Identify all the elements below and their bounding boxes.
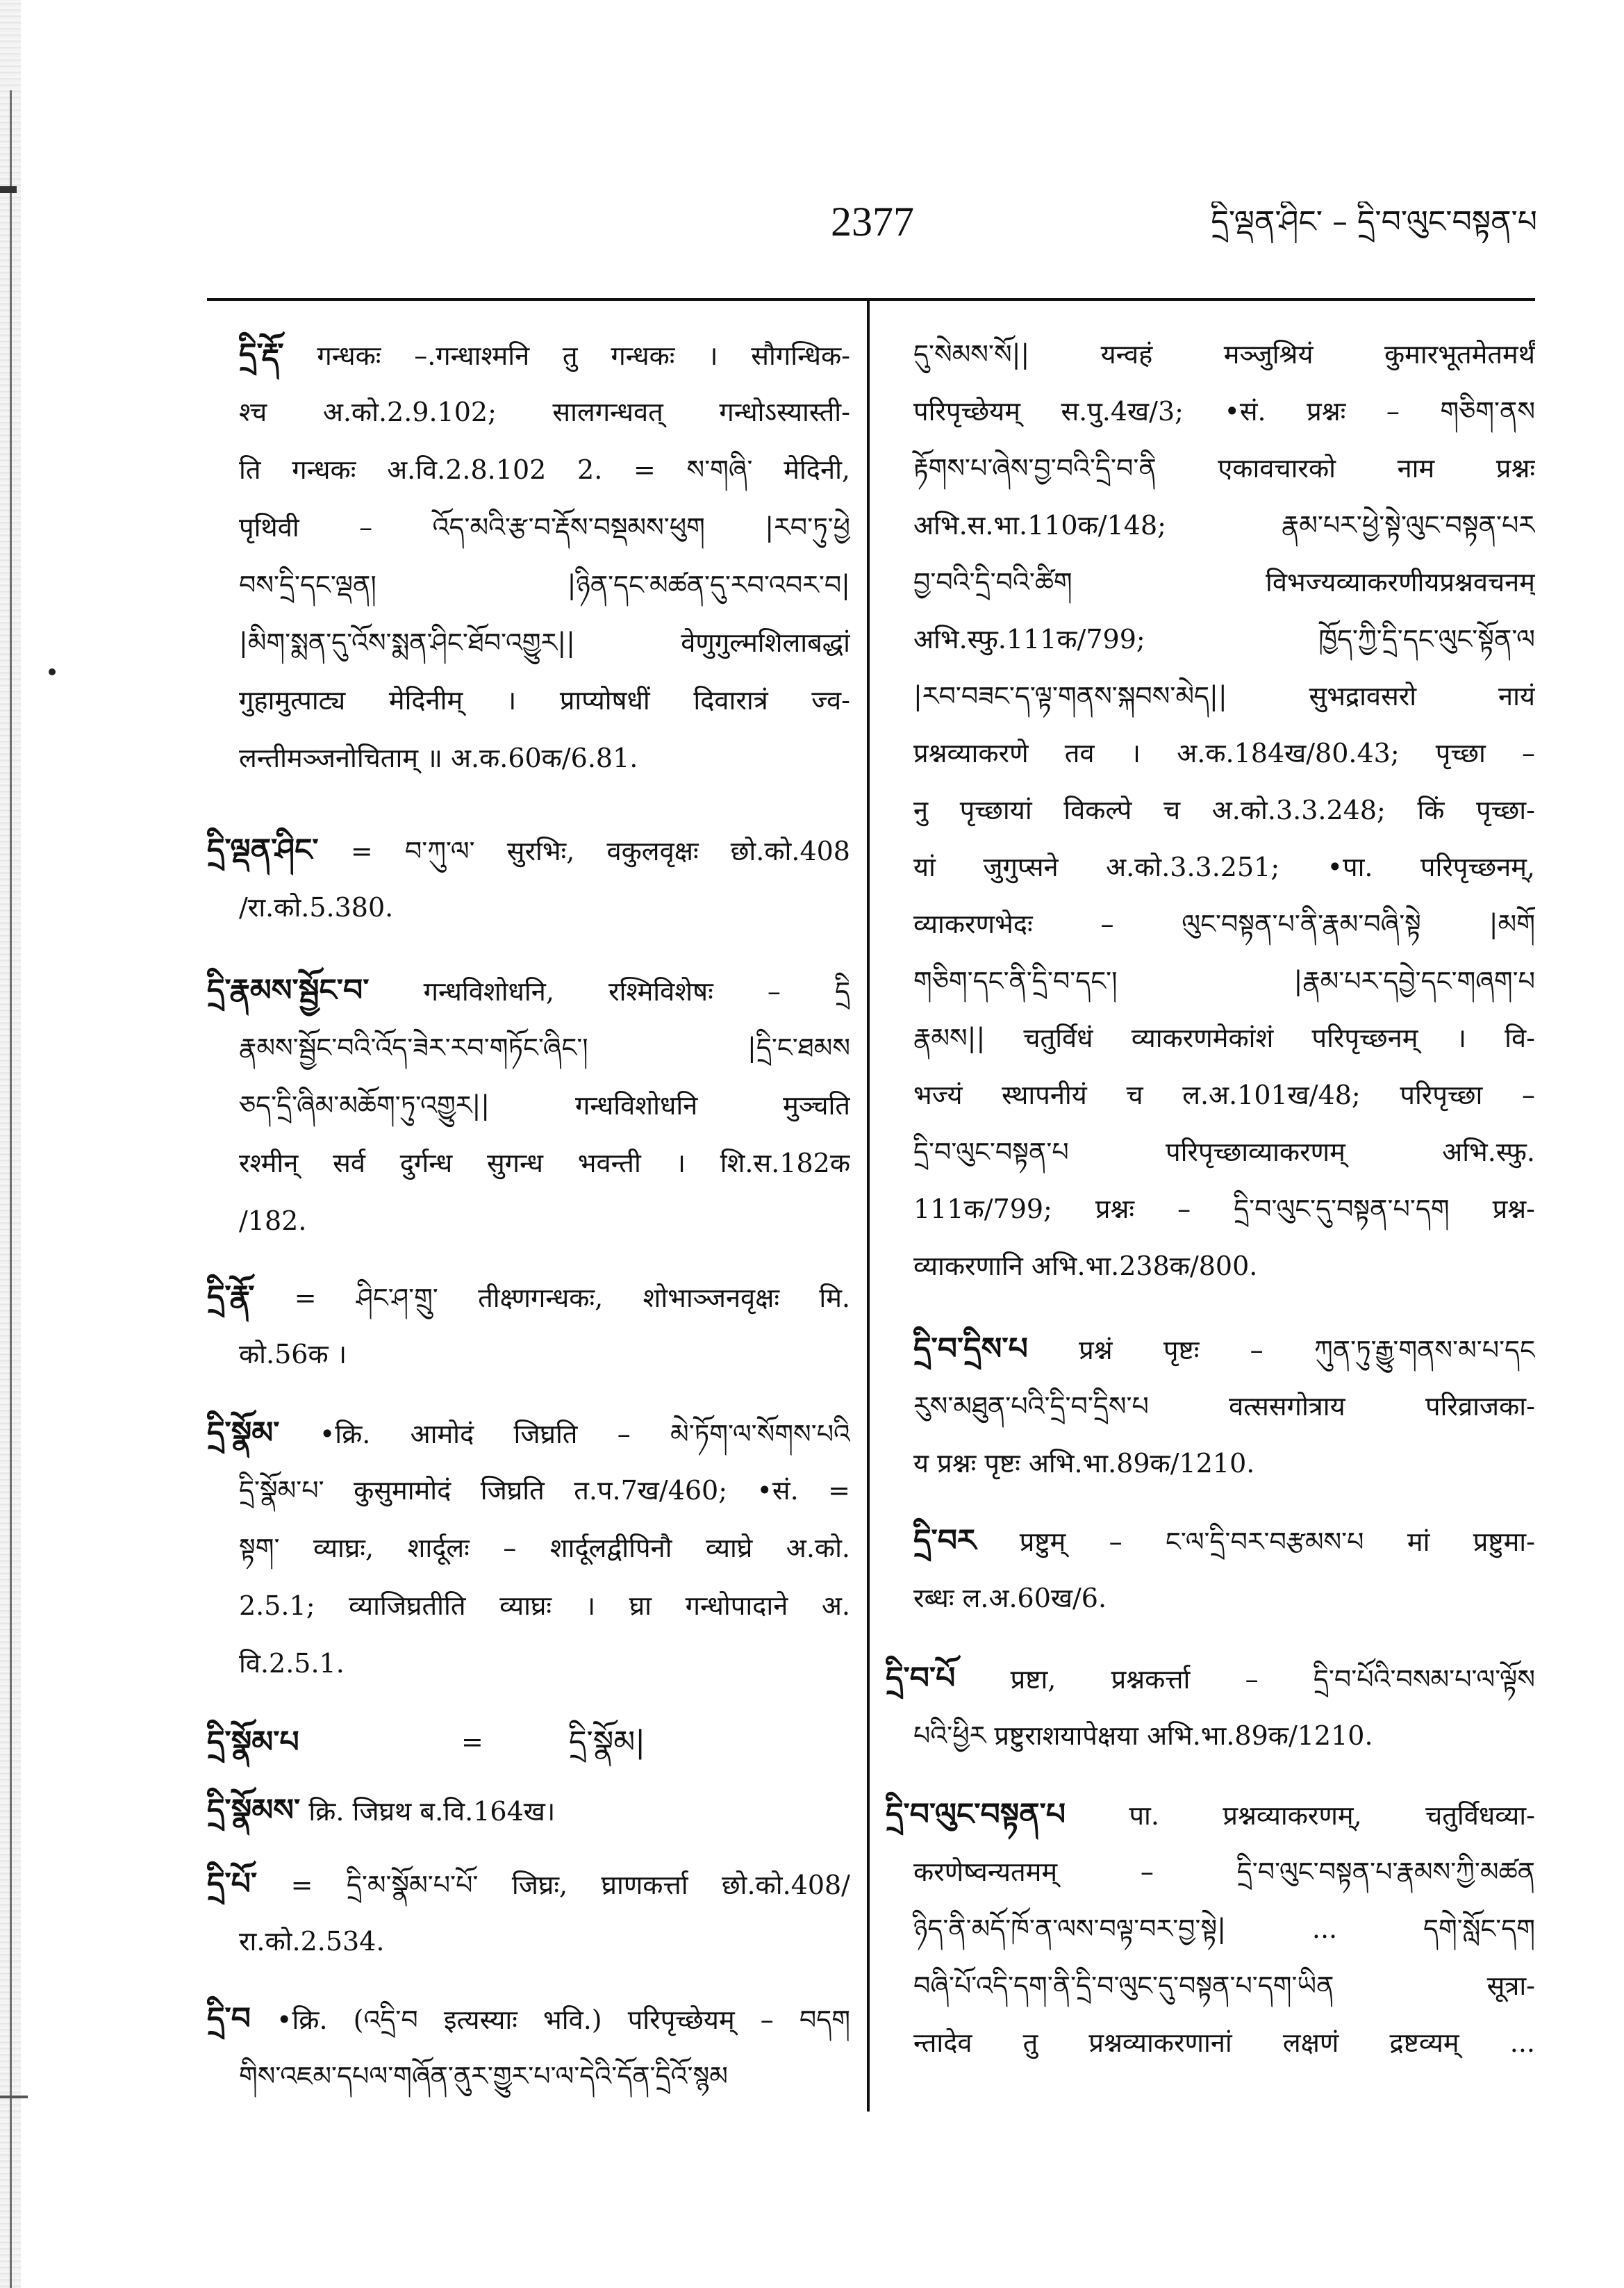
entry-text: प्रष्टा, प्रश्नकर्त्ता – དྲི་བ་པོའི་བསམ་པ་ལ་ལྟོས	[1010, 1664, 1535, 1695]
entry-text: प्रष्टुम् – ང་ལ་དྲི་བར་བརྩམས་པ मां प्रष्टुमा-	[1019, 1526, 1535, 1557]
headword: དྲི་རྣམས་སྦྱོང་བ་	[207, 973, 370, 1008]
headword: དྲི་བ་པོ	[886, 1661, 956, 1696]
text-line: དུ་སེམས་སོ|| यन्वहं मञ्जुश्रियं कुमारभूतमेतमर्थं	[913, 339, 1535, 370]
text-line: नु पृच्छायां विकल्पे च अ.को.3.3.248; किं पृच्छा-	[913, 795, 1535, 825]
headword: དྲི་བ་ལུང་བསྟན་པ	[886, 1797, 1066, 1832]
dictionary-entry	[886, 1650, 1535, 1764]
text-line: परिपृच्छेयम् स.पु.4ख/3; •सं. प्रश्नः – གཅིག་ནས	[913, 396, 1535, 427]
dictionary-entry	[207, 1404, 850, 1693]
entry-text: •क्रि. आमोदं जिघ्रति – མེ་ཏོག་ལ་སོགས་པའི	[319, 1419, 850, 1449]
headword: དྲི་སྣོམ་པ	[207, 1725, 299, 1760]
scan-speck	[49, 668, 56, 675]
text-line: श्च अ.को.2.9.102; सालगन्धवत् गन्धोऽस्यास्ती-	[239, 397, 850, 427]
text-line: ཉིད་ནི་མདོ་ཁོ་ན་ལས་བལྟ་བར་བྱ་སྟེ| ... དགེ་སློང་དག	[913, 1913, 1535, 1944]
text-line	[207, 821, 850, 879]
scan-mark	[0, 186, 17, 193]
text-line: को.56क ।	[239, 1339, 347, 1369]
page-number: 2377	[831, 199, 914, 245]
equals-sign: =	[461, 1727, 483, 1757]
right-column	[886, 326, 1535, 2146]
text-line	[207, 1781, 850, 1839]
text-line: པའི་ཕྱིར प्रष्टुराशयापेक्षया अभि.भा.89क/1210.	[913, 1720, 1373, 1751]
text-line	[207, 1268, 850, 1326]
text-line: གཅིག་དང་ནི་དྲི་བ་དང་། |རྣམ་པར་དབྱེ་དང་གཞག་པ	[913, 966, 1535, 996]
dictionary-entry	[207, 1990, 850, 2105]
text-line: रश्मीन् सर्व दुर्गन्ध सुगन्ध भवन्ती । शि.स.182क	[239, 1148, 850, 1178]
headword: དྲི་རྡོ་	[239, 337, 284, 372]
headword: དྲི་སྣོམས་	[207, 1793, 301, 1828]
text-line	[207, 1990, 850, 2048]
dictionary-entry	[886, 1786, 1535, 2071]
text-line: རུས་མཐུན་པའི་དྲི་བ་དྲིས་པ वत्ससगोत्राय परिव्राजका-	[913, 1391, 1535, 1422]
entry-text: गन्धकः –.गन्धाश्मनि तु गन्धकः । सौगन्धिक-	[317, 340, 850, 371]
text-line	[207, 962, 850, 1019]
text-line: དྲི་བ་ལུང་བསྟན་པ परिपृच्छाव्याकरणम् अभि.स्फु.	[913, 1137, 1535, 1167]
entry-text: = བ་ཀུ་ལ་ सुरभिः, वकुलवृक्षः छो.को.408	[350, 836, 850, 866]
entry-text: •क्रि. (འདྲི་བ इत्यस्याः भवि.) परिपृच्छेयम् – བདག	[276, 2005, 850, 2035]
text-line	[207, 1713, 850, 1771]
text-line	[207, 1855, 850, 1913]
scan-mark	[0, 2096, 28, 2098]
text-line: अभि.स्फु.111क/799; ཁྱོད་ཀྱི་དྲི་དང་ལུང་སྟོན་ལ	[913, 624, 1535, 655]
header-rule	[207, 298, 1535, 301]
cross-reference: དྲི་སྣོམ|	[569, 1725, 646, 1760]
dictionary-entry	[207, 1268, 850, 1383]
dictionary-entry	[207, 326, 850, 787]
text-line: गुहामुत्पाट्य मेदिनीम् । प्राप्योषधीं दिवारात्रं ज्व-	[239, 685, 850, 716]
text-line: पृथिवी – འོད་མའི་རྩ་བ་རྡོས་བསྡམས་ཕུག |རབ་ཏུ་ཕྱེ	[239, 512, 850, 543]
text-line: व्याकरणभेदः – ལུང་བསྟན་པ་ནི་རྣམ་བཞི་སྟེ |མགོ	[913, 909, 1535, 939]
text-line: རྟོགས་པ་ཞེས་བྱ་བའི་དྲི་བ་ནི एकावचारको नाम प्रश्नः	[913, 453, 1535, 484]
column-divider	[867, 301, 870, 2112]
text-line: རྣམས|| चतुर्विधं व्याकरणमेकांशं परिपृच्छनम् । वि-	[913, 1023, 1535, 1053]
text-line: བས་དྲི་དང་ལྡན། |ཉིན་དང་མཚན་དུ་རབ་འབར་བ|	[239, 570, 850, 600]
entry-text: क्रि. जिघ्रथ ब.वि.164ख।	[308, 1796, 556, 1827]
dictionary-entry	[207, 1781, 850, 1839]
text-line: य प्रश्नः पृष्टः अभि.भा.89क/1210.	[913, 1448, 1255, 1479]
text-line: न्तादेव तु प्रश्नव्याकरणानां लक्षणं द्रष्टव्यम् ...	[913, 2027, 1535, 2058]
text-line: रा.को.2.534.	[239, 1926, 385, 1957]
text-line	[886, 1786, 1535, 1843]
text-line: བྱ་བའི་དྲི་བའི་ཚིག विभज्यव्याकरणीयप्रश्नवचनम्	[913, 567, 1535, 598]
text-line: ཅད་དྲི་ཞིམ་མཆོག་ཏུ་འགྱུར|| गन्धविशोधनि मुञ्चति	[239, 1090, 850, 1121]
text-line: वि.2.5.1.	[239, 1648, 345, 1679]
text-line: ति गन्धकः अ.वि.2.8.102 2. = ས་གཞི་ मेदिनी,	[239, 454, 850, 485]
headword: དྲི་བར	[913, 1523, 977, 1558]
text-line: रब्धः ल.अ.60ख/6.	[913, 1583, 1107, 1613]
text-line: བཞི་པོ་འདི་དག་ནི་དྲི་བ་ལུང་དུ་བསྟན་པ་དག་ཡིན सूत्रा-	[913, 1970, 1535, 2001]
text-line: དྲི་སྣོམ་པ་ कुसुमामोदं जिघ्रति त.प.7ख/460; •सं. =	[239, 1475, 850, 1506]
text-line: यां जुगुप्सने अ.को.3.3.251; •पा. परिपृच्छनम्,	[913, 852, 1535, 882]
text-line: སྟག་ व्याघ्रः, शार्दूलः – शार्दूलद्वीपिनौ व्याघ्रे अ.को.	[239, 1533, 850, 1563]
text-line	[207, 1404, 850, 1462]
entry-text: गन्धविशोधनि, रश्मिविशेषः – དྲི	[423, 976, 850, 1007]
dictionary-entry	[207, 1713, 850, 1771]
text-line: 111क/799; प्रश्नः – དྲི་བ་ལུང་དུ་བསྟན་པ་དག प्रश्न-	[913, 1194, 1535, 1224]
entry-text: = དྲི་མ་སྣོམ་པ་པོ་ जिघ्रः, घ्राणकर्त्ता छो.को.408/	[290, 1870, 850, 1900]
text-line	[886, 1513, 1535, 1570]
running-head: དྲི་ལྡན་ཤིང་ – དྲི་བ་ལུང་བསྟན་པ	[1211, 204, 1537, 240]
headword: དྲི་བ་དྲིས་པ	[913, 1331, 1028, 1367]
headword: དྲི་རྣོ་	[207, 1279, 255, 1315]
dictionary-entry	[886, 1513, 1535, 1627]
dictionary-entry	[886, 1321, 1535, 1492]
text-line	[207, 326, 850, 384]
dictionary-entry	[886, 326, 1535, 1294]
text-line: /182.	[239, 1205, 307, 1236]
text-line: प्रश्नव्याकरणे तव । अ.क.184ख/80.43; पृच्छा –	[913, 738, 1535, 768]
text-line: གིས་འཇམ་དཔལ་གཞོན་ནུར་གྱུར་པ་ལ་དེའི་དོན་དྲིའོ་སྙམ	[239, 2061, 728, 2091]
entry-text: = ཤིང་ཤ་གྲུ་ तीक्ष्णगन्धकः, शोभाञ्जनवृक्षः मि.	[294, 1283, 850, 1313]
headword: དྲི་སྣོམ་	[207, 1415, 280, 1451]
headword: དྲི་ལྡན་ཤིང་	[207, 832, 319, 868]
text-line: लन्तीमञ्जनोचिताम् ॥ अ.क.60क/6.81.	[239, 743, 638, 773]
text-line: /रा.को.5.380.	[239, 892, 394, 923]
text-line: 2.5.1; व्याजिघ्रतीति व्याघ्रः । घ्रा गन्धोपादाने अ.	[239, 1590, 850, 1621]
left-column	[207, 326, 850, 2146]
headword: དྲི་བ	[207, 2001, 251, 2036]
entry-text: प्रश्नं पृष्टः – ཀུན་ཏུ་རྒྱུ་གནས་མ་པ་དང	[1079, 1335, 1535, 1365]
text-line: भज्यं स्थापनीयं च ल.अ.101ख/48; परिपृच्छा –	[913, 1080, 1535, 1110]
text-line	[886, 1321, 1535, 1378]
dictionary-entry	[207, 821, 850, 937]
scan-edge-line	[10, 90, 12, 2288]
text-line: करणेष्वन्यतमम् – དྲི་བ་ལུང་བསྟན་པ་རྣམས་ཀྱི་མཚན	[913, 1857, 1535, 1887]
entry-text: पा. प्रश्नव्याकरणम्, चतुर्विधव्या-	[1129, 1800, 1535, 1831]
text-line: རྣམས་སྦྱོང་བའི་འོད་ཟེར་རབ་གཏོང་ཞིང་། |དྲི་ང་ཐམས	[239, 1032, 850, 1063]
dictionary-entry	[207, 1855, 850, 1970]
dictionary-entry	[207, 962, 850, 1250]
text-line: |རབ་བཟང་ད་ལྟ་གནས་སྐབས་མེད|| सुभद्रावसरो नायं	[913, 681, 1535, 711]
text-line: |མིག་སྨན་དུ་འོས་སྨན་ཤིང་ཐོབ་འགྱུར|| वेणुगुल्मशिलाबद्धां	[239, 627, 850, 658]
text-line: व्याकरणानि अभि.भा.238क/800.	[913, 1251, 1258, 1281]
headword: དྲི་པོ་	[207, 1866, 258, 1902]
text-line: अभि.स.भा.110क/148; རྣམ་པར་ཕྱེ་སྟེ་ལུང་བསྟན་པར	[913, 510, 1535, 541]
text-line	[886, 1650, 1535, 1707]
